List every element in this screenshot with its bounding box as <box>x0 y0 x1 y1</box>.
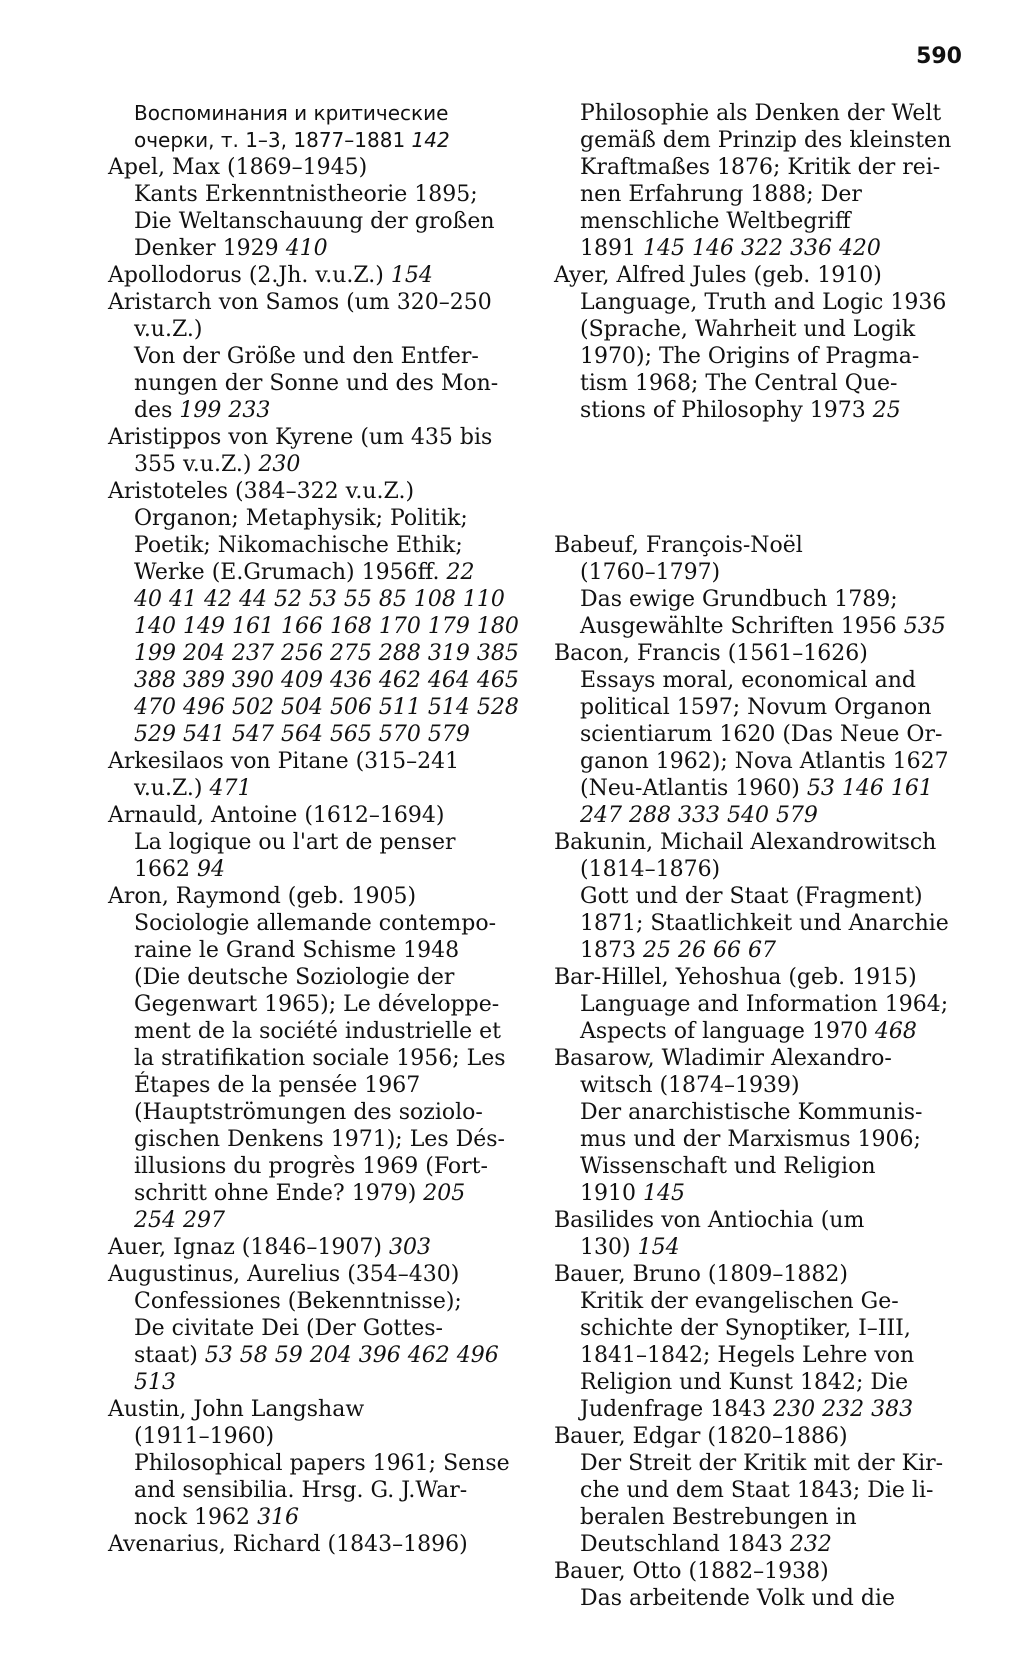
page-references: 40 41 42 44 52 53 55 85 108 110 <box>134 587 505 612</box>
index-subline <box>554 316 974 343</box>
entry-text: Ausgewählte Schriften 1956 <box>580 614 897 639</box>
index-subline <box>108 1504 528 1531</box>
entry-text: (1760–1797) <box>580 560 721 585</box>
entry-text: ment de la société industrielle et <box>134 1019 501 1044</box>
entry-text: ganon 1962); Nova Atlantis 1627 <box>580 749 949 774</box>
entry-text: Austin, John Langshaw <box>108 1397 365 1422</box>
entry-text: очерки, т. 1–3, 1877–1881 <box>134 128 406 152</box>
entry-text: Werke (E.Grumach) 1956ff. <box>134 560 440 585</box>
entry-text: staat) <box>134 1343 198 1368</box>
index-subline <box>554 1369 974 1396</box>
entry-text: Apollodorus (2.Jh. v.u.Z.) <box>108 263 384 288</box>
index-subline <box>108 667 528 694</box>
index-subline <box>108 1126 528 1153</box>
index-entry <box>108 154 528 181</box>
index-column-right <box>554 100 974 1612</box>
page-references: 199 204 237 256 275 288 319 385 <box>134 641 519 666</box>
index-entry <box>554 829 974 856</box>
index-subline <box>554 1018 974 1045</box>
entry-text: Aron, Raymond (geb. 1905) <box>108 884 417 909</box>
index-subline <box>554 586 974 613</box>
entry-text: 1662 <box>134 857 190 882</box>
entry-text: 1871; Staatlichkeit und Anarchie <box>580 911 949 936</box>
page-references: 22 <box>446 560 475 585</box>
index-subline <box>554 937 974 964</box>
index-subline <box>108 397 528 424</box>
page-references: 94 <box>197 857 225 882</box>
section-gap <box>554 424 974 478</box>
index-entry <box>108 289 528 316</box>
page-references: 140 149 161 166 168 170 179 180 <box>134 614 519 639</box>
entry-text: (1911–1960) <box>134 1424 275 1449</box>
entry-text: Philosophical papers 1961; Sense <box>134 1451 510 1476</box>
entry-text: Sociologie allemande contempo- <box>134 911 497 936</box>
entry-text: Organon; Metaphysik; Politik; <box>134 506 468 531</box>
index-subline <box>108 316 528 343</box>
index-subline <box>554 856 974 883</box>
entry-text: schichte der Synoptiker, I–III, <box>580 1316 911 1341</box>
page-references: 25 26 66 67 <box>643 938 776 963</box>
entry-text: Auer, Ignaz (1846–1907) <box>108 1235 382 1260</box>
index-subline <box>108 505 528 532</box>
page-references: 154 <box>390 263 433 288</box>
page-references: 142 <box>411 128 450 152</box>
entry-text: Das ewige Grundbuch 1789; <box>580 587 898 612</box>
entry-text: (Sprache, Wahrheit und Logik <box>580 317 916 342</box>
page-references: 154 <box>637 1235 680 1260</box>
page-references: 145 146 322 336 420 <box>643 236 881 261</box>
page-references: 145 <box>643 1181 685 1206</box>
index-subline <box>108 559 528 586</box>
entry-text: Avenarius, Richard (1843–1896) <box>108 1532 468 1557</box>
page-number: 590 <box>916 44 962 69</box>
entry-text: Religion und Kunst 1842; Die <box>580 1370 909 1395</box>
index-subline <box>108 694 528 721</box>
index-subline <box>554 1396 974 1423</box>
page-references: 230 232 383 <box>773 1397 914 1422</box>
page-references: 53 146 161 <box>806 776 933 801</box>
index-subline <box>108 532 528 559</box>
entry-text: witsch (1874–1939) <box>580 1073 800 1098</box>
page-references: 470 496 502 504 506 511 514 528 <box>134 695 519 720</box>
entry-text: Judenfrage 1843 <box>580 1397 767 1422</box>
index-subline <box>554 802 974 829</box>
page-references: 230 <box>258 452 301 477</box>
index-entry <box>108 883 528 910</box>
page-references: 410 <box>285 236 328 261</box>
page-references: 232 <box>789 1532 832 1557</box>
index-entry <box>554 1261 974 1288</box>
index-entry <box>108 1234 528 1261</box>
entry-text: Die Weltanschauung der großen <box>134 209 495 234</box>
index-subline <box>108 451 528 478</box>
index-subline <box>554 694 974 721</box>
index-subline <box>554 559 974 586</box>
entry-text: Aristarch von Samos (um 320–250 <box>108 290 492 315</box>
index-subline <box>554 1072 974 1099</box>
index-entry <box>554 964 974 991</box>
index-subline <box>554 397 974 424</box>
entry-text: Arnauld, Antoine (1612–1694) <box>108 803 445 828</box>
index-subline <box>554 883 974 910</box>
index-subline <box>554 1315 974 1342</box>
index-entry <box>108 1396 528 1423</box>
entry-text: Aristoteles (384–322 v.u.Z.) <box>108 479 415 504</box>
index-subline <box>554 127 974 154</box>
entry-text: mus und der Marxismus 1906; <box>580 1127 921 1152</box>
entry-text: 1841–1842; Hegels Lehre von <box>580 1343 915 1368</box>
index-subline <box>554 1180 974 1207</box>
index-subline <box>108 1018 528 1045</box>
index-subline <box>554 1450 974 1477</box>
entry-text: Étapes de la pensée 1967 <box>134 1073 421 1098</box>
index-subline <box>108 1450 528 1477</box>
entry-text: Bakunin, Michail Alexandrowitsch <box>554 830 937 855</box>
entry-text: schritt ohne Ende? 1979) <box>134 1181 417 1206</box>
page-references: 25 <box>872 398 901 423</box>
index-subline <box>554 1504 974 1531</box>
entry-text: 355 v.u.Z.) <box>134 452 252 477</box>
entry-text: Language, Truth and Logic 1936 <box>580 290 947 315</box>
index-entry <box>108 802 528 829</box>
index-subline <box>108 1423 528 1450</box>
index-subline <box>554 208 974 235</box>
index-subline <box>108 370 528 397</box>
index-entry <box>108 748 528 775</box>
page-references: 53 58 59 204 396 462 496 <box>204 1343 499 1368</box>
page-references: 303 <box>388 1235 431 1260</box>
entry-text: tism 1968; The Central Que- <box>580 371 898 396</box>
entry-text: Apel, Max (1869–1945) <box>108 155 368 180</box>
entry-text: Das arbeitende Volk und die <box>580 1586 895 1611</box>
index-subline <box>554 100 974 127</box>
index-subline <box>108 1045 528 1072</box>
entry-text: Babeuf, François-Noël <box>554 533 803 558</box>
index-subline <box>554 1234 974 1261</box>
index-subline <box>108 640 528 667</box>
entry-text: Deutschland 1843 <box>580 1532 783 1557</box>
entry-text: des <box>134 398 173 423</box>
index-subline <box>554 370 974 397</box>
index-entry <box>554 640 974 667</box>
entry-text: (Hauptströmungen des soziolo- <box>134 1100 483 1125</box>
entry-text: 1910 <box>580 1181 636 1206</box>
index-subline <box>108 856 528 883</box>
index-subline <box>554 289 974 316</box>
entry-text: v.u.Z.) <box>134 776 203 801</box>
entry-text: Essays moral, economical and <box>580 668 916 693</box>
index-subline <box>108 1180 528 1207</box>
index-subline <box>108 1099 528 1126</box>
index-subline <box>554 1288 974 1315</box>
entry-text: stions of Philosophy 1973 <box>580 398 866 423</box>
entry-text: De civitate Dei (Der Gottes- <box>134 1316 443 1341</box>
index-subline <box>554 1153 974 1180</box>
entry-text: Confessiones (Bekenntnisse); <box>134 1289 462 1314</box>
entry-text: Language and Information 1964; <box>580 992 949 1017</box>
page-references: 468 <box>874 1019 917 1044</box>
entry-text: Von der Größe und den Entfer- <box>134 344 479 369</box>
index-entry <box>108 424 528 451</box>
index-subline <box>108 343 528 370</box>
entry-text: La logique ou l'art de penser <box>134 830 456 855</box>
index-subline <box>554 1531 974 1558</box>
entry-text: Arkesilaos von Pitane (315–241 <box>108 749 460 774</box>
index-entry <box>108 1261 528 1288</box>
page-references: 513 <box>134 1370 176 1395</box>
index-subline <box>108 1315 528 1342</box>
entry-text: Kants Erkenntnistheorie 1895; <box>134 182 478 207</box>
entry-text: v.u.Z.) <box>134 317 203 342</box>
index-subline <box>554 343 974 370</box>
index-subline <box>554 721 974 748</box>
entry-text: Poetik; Nikomachische Ethik; <box>134 533 463 558</box>
index-subline <box>108 1153 528 1180</box>
index-subline <box>554 748 974 775</box>
index-subline <box>108 613 528 640</box>
index-entry <box>108 1531 528 1558</box>
index-column-left <box>108 100 528 1558</box>
entry-text: Bauer, Bruno (1809–1882) <box>554 1262 848 1287</box>
index-subline <box>108 1477 528 1504</box>
index-subline <box>554 613 974 640</box>
index-subline <box>108 1207 528 1234</box>
index-subline <box>554 181 974 208</box>
index-subline <box>554 235 974 262</box>
page-references: 316 <box>257 1505 300 1530</box>
entry-text: gemäß dem Prinzip des kleinsten <box>580 128 952 153</box>
index-subline <box>108 1072 528 1099</box>
index-subline <box>108 586 528 613</box>
page-references: 471 <box>209 776 252 801</box>
index-subline <box>554 1585 974 1612</box>
index-subline <box>554 991 974 1018</box>
page-references: 529 541 547 564 565 570 579 <box>134 722 470 747</box>
index-subline <box>554 1099 974 1126</box>
entry-text: scientiarum 1620 (Das Neue Or- <box>580 722 943 747</box>
index-subline <box>108 100 528 127</box>
entry-text: 1873 <box>580 938 636 963</box>
entry-text: (Die deutsche Soziologie der <box>134 965 455 990</box>
entry-text: Bauer, Otto (1882–1938) <box>554 1559 829 1584</box>
page-references: 247 288 333 540 579 <box>580 803 818 828</box>
index-subline <box>108 1342 528 1369</box>
page-references: 388 389 390 409 436 462 464 465 <box>134 668 519 693</box>
index-subline <box>108 181 528 208</box>
page-references: 199 233 <box>179 398 271 423</box>
entry-text: nen Erfahrung 1888; Der <box>580 182 862 207</box>
index-entry <box>554 1558 974 1585</box>
index-subline <box>108 721 528 748</box>
index-subline <box>554 1342 974 1369</box>
page-references: 535 <box>903 614 946 639</box>
entry-text: Basilides von Antiochia (um <box>554 1208 865 1233</box>
index-subline <box>108 775 528 802</box>
index-entry <box>108 478 528 505</box>
index-subline <box>108 910 528 937</box>
entry-text: Denker 1929 <box>134 236 279 261</box>
entry-text: Der anarchistische Kommunis- <box>580 1100 923 1125</box>
page-references: 254 297 <box>134 1208 225 1233</box>
index-subline <box>108 937 528 964</box>
entry-text: illusions du progrès 1969 (Fort- <box>134 1154 488 1179</box>
entry-text: Gegenwart 1965); Le développe- <box>134 992 500 1017</box>
entry-text: Augustinus, Aurelius (354–430) <box>108 1262 460 1287</box>
section-gap <box>554 478 974 532</box>
entry-text: menschliche Weltbegriff <box>580 209 851 234</box>
entry-text: Kritik der evangelischen Ge- <box>580 1289 899 1314</box>
entry-text: Ayer, Alfred Jules (geb. 1910) <box>554 263 882 288</box>
entry-text: 1970); The Origins of Pragma- <box>580 344 920 369</box>
entry-text: Philosophie als Denken der Welt <box>580 101 942 126</box>
entry-text: Bacon, Francis (1561–1626) <box>554 641 868 666</box>
entry-text: beralen Bestrebungen in <box>580 1505 857 1530</box>
entry-text: Gott und der Staat (Fragment) <box>580 884 923 909</box>
entry-text: Aristippos von Kyrene (um 435 bis <box>108 425 493 450</box>
entry-text: Воспоминания и критические <box>134 101 449 125</box>
entry-text: gischen Denkens 1971); Les Dés- <box>134 1127 505 1152</box>
index-subline <box>554 667 974 694</box>
index-subline <box>108 127 528 154</box>
entry-text: (1814–1876) <box>580 857 721 882</box>
entry-text: (Neu-Atlantis 1960) <box>580 776 800 801</box>
index-entry <box>554 1045 974 1072</box>
index-subline <box>554 910 974 937</box>
index-subline <box>108 208 528 235</box>
index-subline <box>108 1369 528 1396</box>
entry-text: Aspects of language 1970 <box>580 1019 868 1044</box>
entry-text: raine le Grand Schisme 1948 <box>134 938 460 963</box>
entry-text: 130) <box>580 1235 631 1260</box>
index-subline <box>108 1288 528 1315</box>
index-subline <box>554 775 974 802</box>
index-subline <box>108 991 528 1018</box>
index-entry <box>108 262 528 289</box>
index-subline <box>554 1126 974 1153</box>
entry-text: Basarow, Wladimir Alexandro- <box>554 1046 892 1071</box>
entry-text: 1891 <box>580 236 636 261</box>
entry-text: Der Streit der Kritik mit der Kir- <box>580 1451 944 1476</box>
entry-text: and sensibilia. Hrsg. G. J.War- <box>134 1478 468 1503</box>
page-references: 205 <box>423 1181 466 1206</box>
entry-text: Bauer, Edgar (1820–1886) <box>554 1424 848 1449</box>
entry-text: la stratifikation sociale 1956; Les <box>134 1046 506 1071</box>
index-entry <box>554 532 974 559</box>
entry-text: che und dem Staat 1843; Die li- <box>580 1478 934 1503</box>
index-subline <box>108 235 528 262</box>
entry-text: Kraftmaßes 1876; Kritik der rei- <box>580 155 941 180</box>
index-entry <box>554 1423 974 1450</box>
entry-text: nock 1962 <box>134 1505 251 1530</box>
index-subline <box>554 154 974 181</box>
index-entry <box>554 262 974 289</box>
index-entry <box>554 1207 974 1234</box>
index-subline <box>554 1477 974 1504</box>
entry-text: political 1597; Novum Organon <box>580 695 932 720</box>
index-subline <box>108 829 528 856</box>
entry-text: Bar-Hillel, Yehoshua (geb. 1915) <box>554 965 917 990</box>
entry-text: nungen der Sonne und des Mon- <box>134 371 499 396</box>
index-subline <box>108 964 528 991</box>
entry-text: Wissenschaft und Religion <box>580 1154 876 1179</box>
